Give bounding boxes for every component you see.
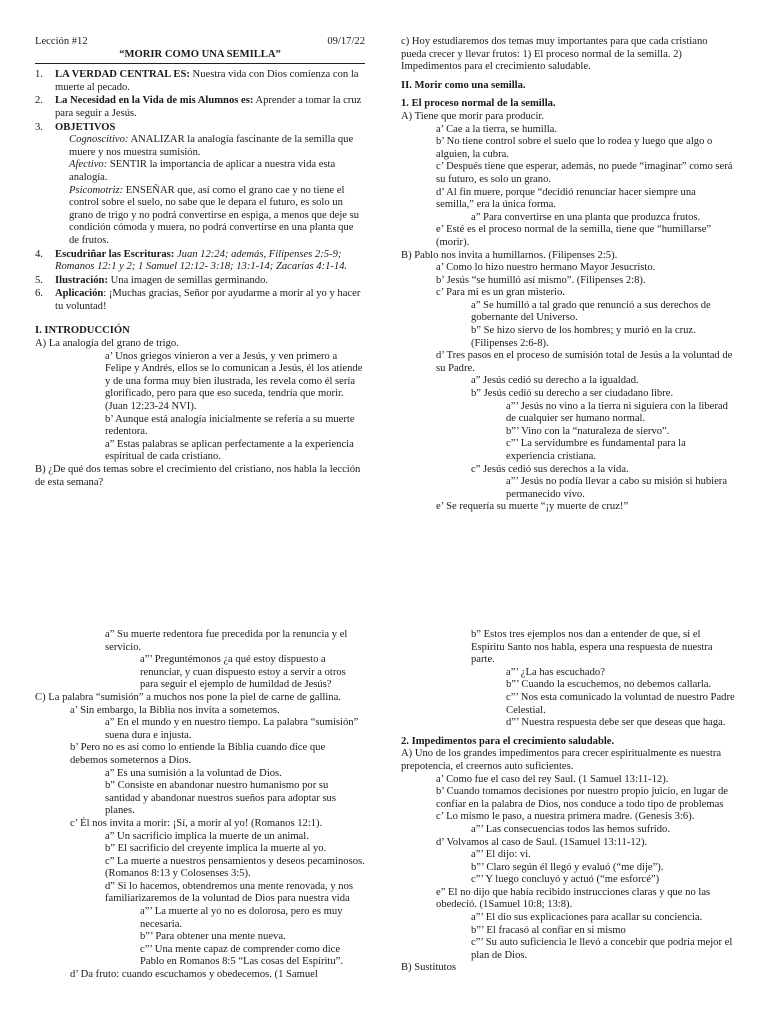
outline-line: c” Jesús cedió sus derechos a la vida. (471, 463, 629, 475)
outline-line: b” Estos tres ejemplos nos dan a entender de que, si el Espíritu Santo nos habla, espera una respuesta de nuestra parte. (471, 629, 713, 666)
outline-line: b” El sacrificio del creyente implica la muerte al yo. (105, 843, 327, 855)
column-bottom-right (401, 629, 735, 975)
outline-line: c) Hoy estudiaremos dos temas muy importantes para que cada cristiano pueda crecer y llevar frutos: 1) El proceso normal de la semilla. 2) Impedimentos para el crecimiento saludable. (401, 36, 708, 73)
outline-line: A) La analogía del grano de trigo. (35, 338, 179, 350)
outline-line: c”’ Su auto suficiencia le llevó a concebir que podría mejor el plan de Dios. (471, 937, 733, 961)
outline-line: c’ Para mí es un gran misterio. (436, 287, 565, 299)
section-heading: 1. El proceso normal de la semilla. (401, 98, 556, 110)
outline-line: b”’ Cuando la escuchemos, no debemos callarla. (506, 679, 712, 691)
outline-line: e” El no dijo que había recibido instrucciones claras y que no las obedeció. (1Samuel 10:8; 13:8). (436, 886, 711, 911)
objective-cognitive: Cognoscitivo: ANALIZAR la analogía fascinante de la semilla que muere y nos muestra sumisión. (69, 134, 354, 158)
outline-line: c”’ La servidumbre es fundamental para la experiencia cristiana. (506, 438, 686, 462)
outline-line: a’ Como fue el caso del rey Saul. (1 Samuel 13:11-12). (436, 773, 669, 785)
outline-line: B) Sustitutos (401, 962, 457, 974)
outline-line: e’ Se requería su muerte “¡y muerte de cruz!” (436, 501, 629, 513)
intro-lines (35, 338, 365, 489)
outline-line: b” Consiste en abandonar nuestro humanismo por su santidad y abandonar nuestros sueños para adoptar sus planes. (105, 780, 336, 817)
outline-line: c” La muerte a nuestros pensamientos y deseos pecaminosos. (Romanos 8:13 y Colosenses 3:5). (105, 855, 365, 880)
page-title: “MORIR COMO UNA SEMILLA” (35, 49, 365, 65)
outline-line: B) Pablo nos invita a humillarnos. (Filipenses 2:5). (401, 249, 618, 261)
lesson-date: 09/17/22 (327, 36, 365, 47)
outline-line: C) La palabra “sumisión” a muchos nos pone la piel de carne de gallina. (35, 691, 341, 703)
outline-line: a” En el mundo y en nuestro tiempo. La palabra “sumisión” suena dura e injusta. (105, 717, 359, 741)
column-top-right (401, 36, 735, 514)
outline-line: a” Para convertirse en una planta que produzca frutos. (471, 211, 701, 223)
section-heading-introduction: I. INTRODUCCIÓN (35, 325, 130, 337)
outline-line: d” Si lo hacemos, obtendremos una mente renovada, y nos familiarizaremos de la voluntad de Dios para nuestra vida (105, 880, 354, 905)
outline-line: a” Un sacrificio implica la muerte de un animal. (105, 830, 309, 842)
outline-line: b’ Cuando tomamos decisiones por nuestro propio juicio, en lugar de confiar en la palabra de Dios, nos conduce a todo tipo de problemas (436, 786, 728, 810)
outline-line: a”’ ¿La has escuchado? (506, 666, 605, 678)
outline-line: a’ Como lo hizo nuestro hermano Mayor Jesucristo. (436, 262, 656, 274)
outline-line: c’ Él nos invita a morir: ¡Sí, a morir al yo! (Romanos 12:1). (70, 817, 323, 829)
outline-line: c”’ Y luego concluyó y actuó (“me esforcé”) (471, 874, 660, 886)
lesson-number: Lección #12 (35, 36, 88, 47)
outline-line: d’ Tres pasos en el proceso de sumisión total de Jesús a la voluntad de su Padre. (436, 350, 733, 374)
outline-line: a” Estas palabras se aplican perfectamente a la experiencia espiritual de cada cristiano. (105, 438, 354, 463)
outline-line: b”’ El fracasó al confiar en si mismo (471, 924, 626, 936)
outline-line: c’ Después tiene que esperar, además, no puede “imaginar” como será su futuro, es solo un grano. (436, 161, 733, 185)
outline-line: e’ Esté es el proceso normal de la semilla, tiene que “humillarse” (morir). (436, 224, 712, 248)
outline-line: a” Es una sumisión a la voluntad de Dios. (105, 767, 282, 779)
outline-line: a’ Unos griegos vinieron a ver a Jesús, y ven primero a Felipe y Andrés, ellos se lo comunican a Jesús, él los atiende y de una forma muy bien ilustrada, les revela como él sería glorificado, pero para que eso suceda, tendría que morir. (Juan 12:23-24 NVI). (105, 350, 363, 413)
outline-item-4: 4. Escudriñar las Escrituras: Juan 12:24; además, Filipenses 2:5-9; Romanos 12:1 y 2; 1 Samuel 12:12- 3:18; 13:1-14; Zacarías 4:1-14. (35, 248, 348, 273)
objective-psychomotor: Psicomotriz: ENSEÑAR que, así como el grano cae y no tiene el control sobre el suelo, no sabe que le depara el futuro, es solo un grano de trigo y no podrá convertirse en espiga, a menos que deje su condición cómoda y muera, no podrá convertirse en una planta que de frutos. (69, 184, 360, 246)
outline-line: d’ Volvamos al caso de Saul. (1Samuel 13:11-12). (436, 836, 648, 848)
outline-item-6: 6. Aplicación: ¡Muchas gracias, Señor por ayudarme a morir al yo y hacer tu voluntad! (35, 288, 361, 312)
outline-line: b’ Pero no es así como lo entiende la Biblia cuando dice que debemos someternos a Dios. (70, 742, 326, 766)
outline-item-2: 2. La Necesidad en la Vida de mis Alumnos es: Aprender a tomar la cruz para seguir a Jesús. (35, 95, 362, 119)
outline-line: a”’ El dijo: vi. (471, 849, 531, 861)
section-heading: 2. Impedimentos para el crecimiento saludable. (401, 735, 615, 747)
outline-line: c”’ Nos esta comunicado la voluntad de nuestro Padre Celestial. (506, 691, 735, 716)
outline-line: a” Se humilló a tal grado que renunció a sus derechos de gobernante del Universo. (471, 299, 711, 324)
outline-line: a”’ El dio sus explicaciones para acallar su conciencia. (471, 912, 703, 924)
outline-line: d’ Da fruto: cuando escuchamos y obedecemos. (1 Samuel (70, 969, 318, 981)
objective-affective: Afectivo: SENTIR la importancia de aplicar a nuestra vida esta analogía. (69, 159, 336, 183)
column-top-left (35, 36, 365, 489)
outline-line: d”’ Nuestra respuesta debe ser que deseas que haga. (506, 717, 726, 729)
outline-line: d’ Al fin muere, porque “decidió renunciar hacer siempre una semilla,” era la única forma. (436, 186, 696, 211)
outline-line: c”’ Una mente capaz de comprender como dice Pablo en Romanos 8:5 “Las cosas del Espíritu”. (140, 943, 344, 968)
outline-item-3: 3. OBJETIVOS Cognoscitivo: ANALIZAR la analogía fascinante de la semilla que muere y nos muestra sumisión. Afectivo: SENTIR la importancia de aplicar a nuestra vida esta analogía. Psicomotriz: ENSEÑAR que, así como el grano cae y no tiene el control sobre el suelo, no sabe que le depara el futuro, es solo un grano de trigo y no podrá convertirse en espiga, a menos que deje su condición cómoda y muera, no podrá convertirse en una planta que de frutos. (35, 122, 365, 248)
outline-item-1: 1. LA VERDAD CENTRAL ES: Nuestra vida con Dios comienza con la muerte al pecado. (35, 69, 359, 93)
outline-line: b” Jesús cedió su derecho a ser ciudadano libre. (471, 388, 674, 400)
outline-line: b’ Aunque está analogía inicialmente se refería a su muerte redentora. (105, 413, 355, 438)
header-row (35, 36, 365, 49)
outline-line: A) Tiene que morir para producir. (401, 110, 544, 122)
outline-line: c’ Lo mismo le paso, a nuestra primera madre. (Genesis 3:6). (436, 811, 695, 823)
outline-line: A) Uno de los grandes impedimentos para crecer espiritualmente es nuestra prepotencia, el creernos auto suficientes. (401, 748, 722, 772)
outline-line: a” Jesús cedió su derecho a la igualdad. (471, 375, 639, 387)
outline-line: a” Su muerte redentora fue precedida por la renuncia y el servicio. (105, 629, 348, 653)
outline-line: a”’ Jesús no vino a la tierra ni siguiera con la liberad de cualquier ser humano normal. (506, 400, 728, 425)
outline-line: b’ Jesús “se humilló así mismo”. (Filipenses 2:8). (436, 274, 646, 286)
outline-line: b”’ Claro según él llegó y evaluó (“me dije”). (471, 861, 664, 873)
outline-line: b’ No tiene control sobre el suelo que lo rodea y luego que algo o alguien, la cubra. (436, 136, 713, 160)
outline-line: a”’ La muerte al yo no es dolorosa, pero es muy necesaria. (140, 906, 343, 930)
outline-line: b” Se hizo siervo de los hombres; y murió en la cruz. (Filipenses 2:6-8). (471, 325, 696, 349)
outline-line: b”’ Vino con la “naturaleza de siervo”. (506, 425, 670, 437)
outline-line: a’ Cae a la tierra, se humilla. (436, 123, 557, 135)
section-heading: II. Morir como una semilla. (401, 79, 526, 91)
column-bottom-left (35, 629, 365, 982)
outline-line: a”’ Las consecuencias todos las hemos sufrido. (471, 823, 670, 835)
outline-line: a”’ Jesús no podía llevar a cabo su misión si hubiera permanecido vivo. (506, 476, 728, 500)
outline-line: B) ¿De qué dos temas sobre el crecimiento del cristiano, nos habla la lección de esta semana? (35, 464, 361, 488)
outline-line: b”’ Para obtener una mente nueva. (140, 931, 286, 943)
outline-item-5: 5. Ilustración: Una imagen de semillas germinando. (35, 274, 269, 286)
outline-line: a”’ Preguntémonos ¿a qué estoy dispuesto a renunciar, y cuan dispuesto estoy a servir a otros para seguir el ejemplo de humildad de Jesús? (140, 654, 346, 691)
outline-line: a’ Sin embargo, la Biblia nos invita a sometemos. (70, 704, 280, 716)
